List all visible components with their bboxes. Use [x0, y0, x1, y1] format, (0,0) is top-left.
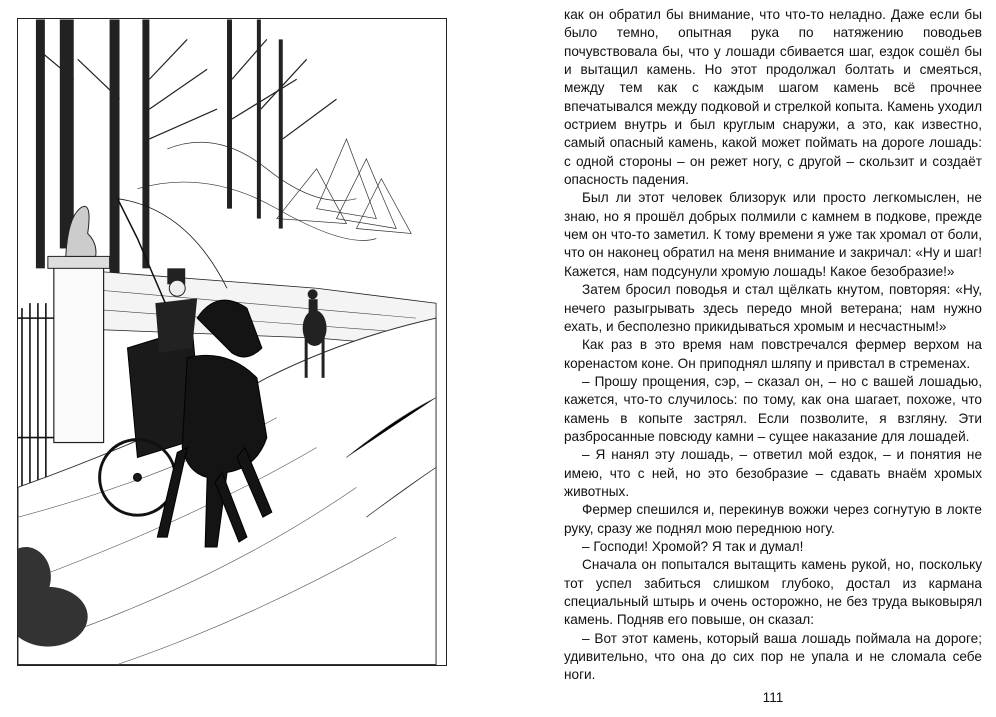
text-page: [564, 6, 982, 696]
paragraph: Был ли этот человек близорук или просто легкомыслен, не знаю, но я прошёл добрых полмили с камнем в подкове, прежде чем он что-то заметил. К тому времени я уже так хромал от боли, что он наконец обратил на меня внимание и закричал: «Ну и шаг! Кажется, нам подсунули хромую лошадь! Какое безобразие!»: [564, 190, 982, 279]
paragraph: – Я нанял эту лошадь, – ответил мой ездок, – и понятия не имею, что с ней, но это безобразие – сдавать внаём хромых животных.: [564, 447, 982, 499]
engraving-horse-carriage-icon: [18, 19, 446, 665]
paragraph: как он обратил бы внимание, что что-то неладно. Даже если бы было темно, опытная рука по натяжению поводьев почувствовала бы, что у лошади сбивается шаг, ездок сошёл бы и вытащил камень. Но этот продолжал болтать и смеяться, между тем как с каждым шагом камень всё прочнее впечатывался между подковой и стрелкой копыта. Камень уходил острием внутрь и был круглым снаружи, а это, как известно, самый опасный камень, какой может поймать на дороге лошадь: с одной стороны – он режет ногу, с другой – скользит и создаёт опасность падения.: [564, 7, 983, 188]
illustration: [17, 18, 447, 666]
paragraph: Затем бросил поводья и стал щёлкать кнутом, повторяя: «Ну, нечего разыгрывать здесь передо мной ветерана; нам нужно ехать, и бесполезно прикидываться хромым и несчастным!»: [564, 282, 982, 334]
paragraph: – Вот этот камень, который ваша лошадь поймала на дороге; удивительно, что она до сих пор не упала и не сломала себе ноги.: [564, 630, 982, 683]
paragraph: Фермер спешился и, перекинув вожжи через согнутую в локте руку, сразу же поднял мою переднюю ногу.: [564, 502, 982, 536]
paragraph: – Господи! Хромой? Я так и думал!: [582, 538, 804, 554]
paragraph: – Прошу прощения, сэр, – сказал он, – но с вашей лошадью, кажется, что-то случилось: по тому, как она шагает, похоже, что камень в копыте застрял. Если позволите, я взгляну. Эти разбросанные повсюду камни – сущее наказание для лошадей.: [564, 373, 982, 444]
paragraph: Сначала он попытался вытащить камень рукой, но, поскольку тот успел забиться слишком глубоко, достал из кармана специальный штырь и очень осторожно, не без труда выковырял камень. Подняв его повыше, он сказал:: [564, 557, 982, 628]
page-number: 111: [762, 690, 784, 705]
paragraph: Как раз в это время нам повстречался фермер верхом на коренастом коне. Он приподнял шляпу и привстал в стременах.: [564, 337, 982, 371]
